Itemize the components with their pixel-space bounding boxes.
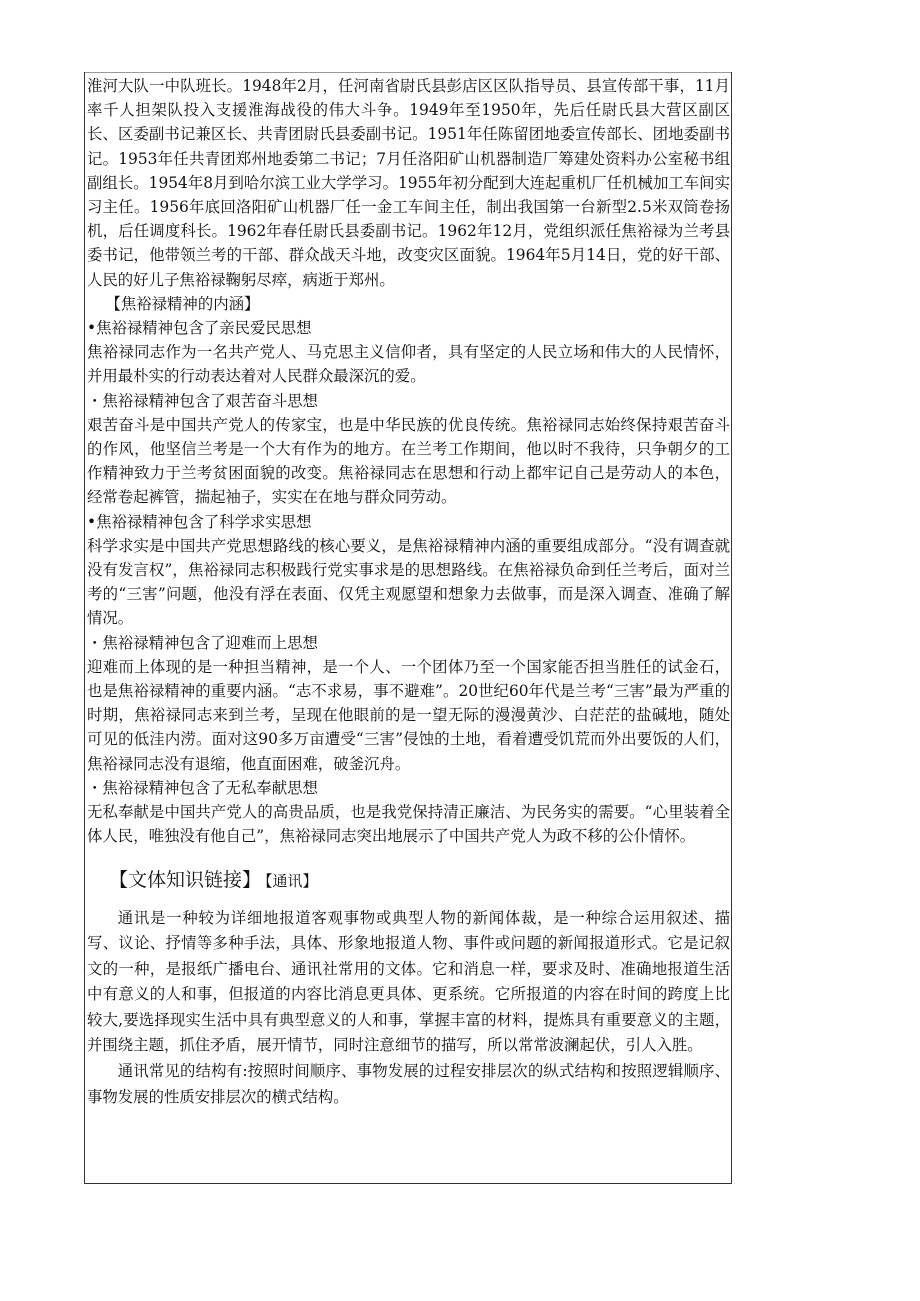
spirit-item-title: •焦裕禄精神包含了科学求实思想 — [87, 512, 312, 531]
spirit-item-title: ・焦裕禄精神包含了迎难而上思想 — [87, 633, 318, 652]
spirit-item-title: ・焦裕禄精神包含了艰苦奋斗思想 — [87, 391, 318, 410]
knowledge-section — [87, 906, 730, 1111]
spirit-item-4 — [87, 631, 730, 776]
spirit-item-text: 科学求实是中国共产党思想路线的核心要义，是焦裕禄精神内涵的重要组成部分。“没有调查就没有发言权”，焦裕禄同志积极践行党实事求是的思想路线。在焦裕禄负命到任兰考后，面对兰考的“三害”问题，他没有浮在表面、仅凭主观愿望和想象力去做事，而是深入调查、准确了解情况。 — [87, 536, 730, 628]
spirit-item-title: ・焦裕禄精神包含了无私奉献思想 — [87, 778, 318, 797]
spirit-heading: 【焦裕禄精神的内涵】 — [105, 294, 260, 313]
spirit-item-5 — [87, 776, 730, 849]
spirit-item-2 — [87, 389, 730, 510]
document-content — [87, 74, 730, 1110]
spirit-item-title: •焦裕禄精神包含了亲民爱民思想 — [87, 319, 312, 338]
biography-paragraph: 淮河大队一中队班长。1948年2月，任河南省尉氏县彭店区区队指导员、县宣传部干事，11月率千人担架队投入支援淮海战役的伟大斗争。1949年至1950年，先后任尉氏县大营区副区长、区委副书记兼区长、共青团尉氏县委副书记。1951年任陈留团地委宣传部长、团地委副书记。1953年任共青团郑州地委第二书记；7月任洛阳矿山机器制造厂筹建处资料办公室秘书组副组长。1954年8月到哈尔滨工业大学学习。1955年初分配到大连起重机厂任机械加工车间实习主任。1956年底回洛阳矿山机器厂任一金工车间主任，制出我国第一台新型2.5米双筒卷扬机，后任调度科长。1962年春任尉氏县委副书记。1962年12月，党组织派任焦裕禄为兰考县委书记，他带领兰考的干部、群众战天斗地，改变灾区面貌。1964年5月14日，党的好干部、人民的好儿子焦裕禄鞠躬尽瘁，病逝于郑州。 — [87, 77, 730, 289]
knowledge-subheading: 【通讯】 — [265, 871, 318, 890]
knowledge-link-heading — [87, 863, 730, 898]
spirit-item-text: 焦裕禄同志作为一名共产党人、马克思主义信仰者，具有坚定的人民立场和伟大的人民情怀，并用最朴实的行动表达着对人民群众最深沉的爱。 — [87, 343, 730, 386]
spirit-item-3 — [87, 510, 730, 631]
knowledge-paragraph-2: 通讯常见的结构有:按照时间顺序、事物发展的过程安排层次的纵式结构和按照逻辑顺序、事物发展的性质安排层次的横式结构。 — [87, 1062, 730, 1106]
knowledge-paragraph-1: 通讯是一种较为详细地报道客观事物或典型人物的新闻体裁，是一种综合运用叙述、描写、议论、抒情等多种手法，具体、形象地报道人物、事件或问题的新闻报道形式。它是记叙文的一种，是报纸广播电台、通讯社常用的文体。它和消息一样，要求及时、准确地报道生活中有意义的人和事，但报道的内容比消息更具体、更系统。它所报道的内容在时间的跨度上比较大,要选择现实生活中具有典型意义的人和事，掌握丰富的材料，提炼具有重要意义的主题，并围绕主题，抓住矛盾，展开情节，同时注意细节的描写，所以常常波澜起伏，引人入胜。 — [87, 908, 730, 1055]
spirit-item-text: 迎难而上体现的是一种担当精神，是一个人、一个团体乃至一个国家能否担当胜任的试金石，也是焦裕禄精神的重要内涵。“志不求易，事不避难”。20世纪60年代是兰考“三害”最为严重的时期，焦裕禄同志来到兰考，呈现在他眼前的是一望无际的漫漫黄沙、白茫茫的盐碱地，随处可见的低洼内涝。面对这90多万亩遭受“三害”侵蚀的土地，看着遭受饥荒而外出要饭的人们，焦裕禄同志没有退缩，他直面困难，破釜沉舟。 — [87, 657, 730, 773]
spirit-item-1 — [87, 316, 730, 389]
spirit-item-text: 无私奉献是中国共产党人的高贵品质，也是我党保持清正廉洁、为民务实的需要。“心里装着全体人民，唯独没有他自己”，焦裕禄同志突出地展示了中国共产党人为政不移的公仆情怀。 — [87, 803, 730, 846]
spirit-item-text: 艰苦奋斗是中国共产党人的传家宝，也是中华民族的优良传统。焦裕禄同志始终保持艰苦奋斗的作风，他坚信兰考是一个大有作为的地方。在兰考工作期间，他以时不我待，只争朝夕的工作精神致力于兰考贫困面貌的改变。焦裕禄同志在思想和行动上都牢记自己是劳动人的本色，经常卷起裤管，揣起袖子，实实在在地与群众同劳动。 — [87, 415, 730, 507]
knowledge-heading: 【文体知识链接】 — [109, 868, 262, 891]
